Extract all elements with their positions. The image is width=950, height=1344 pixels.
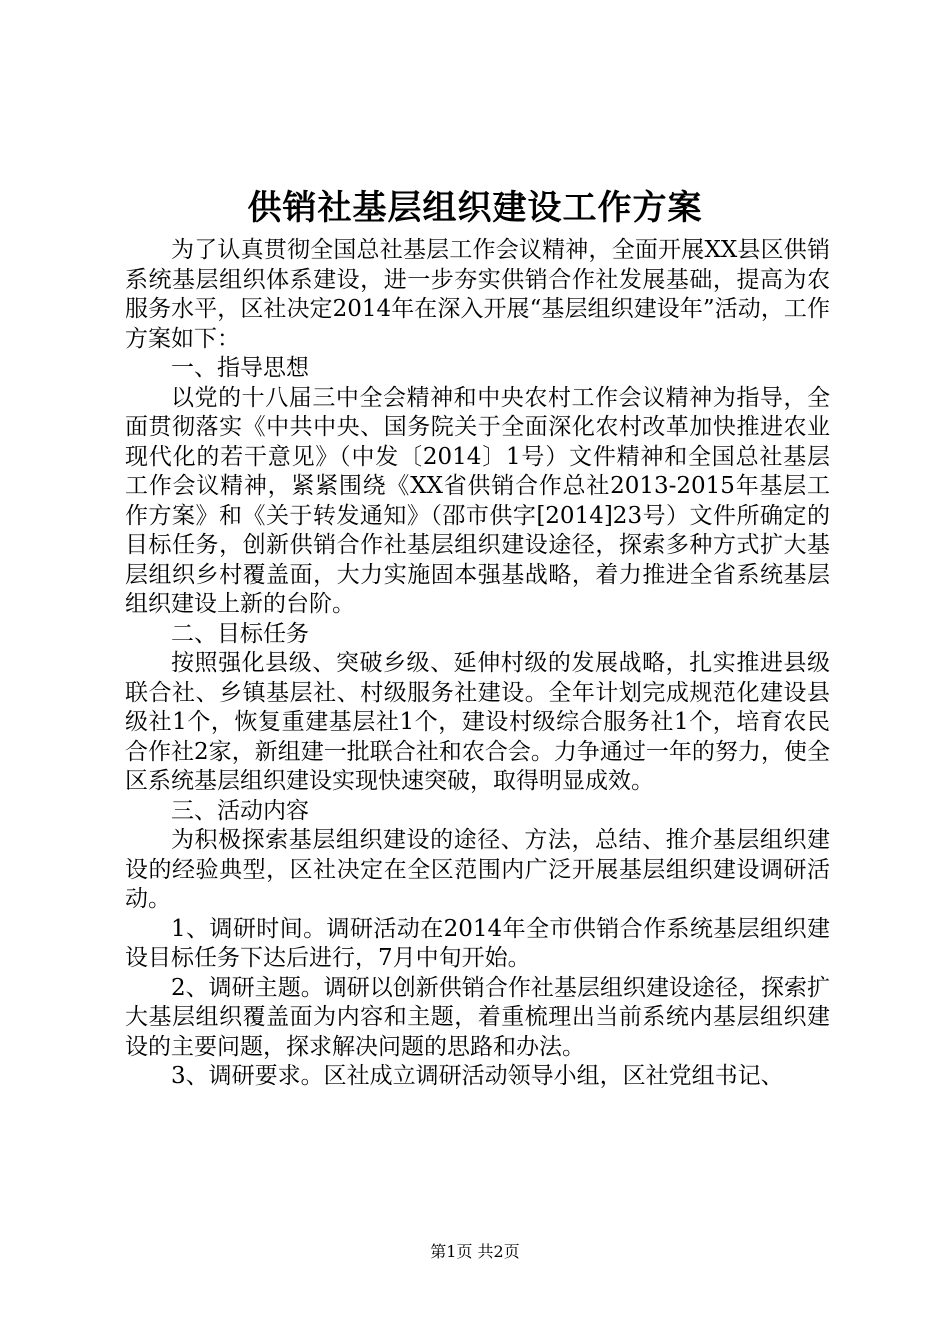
document-title: 供销社基层组织建设工作方案	[247, 188, 703, 228]
research-requirements-paragraph: 3、调研要求。区社成立调研活动领导小组，区社党组书记、	[171, 1063, 784, 1089]
guiding-thought-paragraph: 以党的十八届三中全会精神和中央农村工作会议精神为指导，全面贯彻落实《中共中央、国务院关于全面深化农村改革加快推进农业现代化的若干意见》（中发〔2014〕1号）文件精神和全国总社基层工作会议精神，紧紧围绕《XX省供销合作总社2013-2015年基层工作方案》和《关于转发通知》（邵市供字[2014]23号）文件所确定的目标任务，创新供销合作社基层组织建设途径，探索多种方式扩大基层组织乡村覆盖面，大力实施固本强基战略，着力推进全省系统基层组织建设上新的台阶。	[125, 384, 830, 617]
section-heading-activities: 三、活动内容	[171, 797, 309, 824]
goals-paragraph: 按照强化县级、突破乡级、延伸村级的发展战略，扎实推进县级联合社、乡镇基层社、村级服务社建设。全年计划完成规范化建设县级社1个，恢复重建基层社1个，建设村级综合服务社1个，培育农民合作社2家，新组建一批联合社和农合会。力争通过一年的努力，使全区系统基层组织建设实现快速突破，取得明显成效。	[125, 650, 830, 794]
research-time-paragraph: 1、调研时间。调研活动在2014年全市供销合作系统基层组织建设目标任务下达后进行，7月中旬开始。	[125, 915, 830, 971]
intro-paragraph: 为了认真贯彻全国总社基层工作会议精神，全面开展XX县区供销系统基层组织体系建设，进一步夯实供销合作社发展基础，提高为农服务水平，区社决定2014年在深入开展“基层组织建设年”活动，工作方案如下：	[125, 237, 830, 352]
document-body	[125, 236, 830, 1092]
section-heading-goals: 二、目标任务	[171, 620, 309, 647]
section-heading-guiding-thought: 一、指导思想	[171, 355, 309, 381]
page-number-footer: 第1页 共2页	[430, 1242, 520, 1261]
activities-paragraph: 为积极探索基层组织建设的途径、方法，总结、推介基层组织建设的经验典型，区社决定在全区范围内广泛开展基层组织建设调研活动。	[125, 827, 830, 912]
research-theme-paragraph: 2、调研主题。调研以创新供销合作社基层组织建设途径，探索扩大基层组织覆盖面为内容和主题，着重梳理出当前系统内基层组织建设的主要问题，探求解决问题的思路和办法。	[125, 974, 830, 1060]
